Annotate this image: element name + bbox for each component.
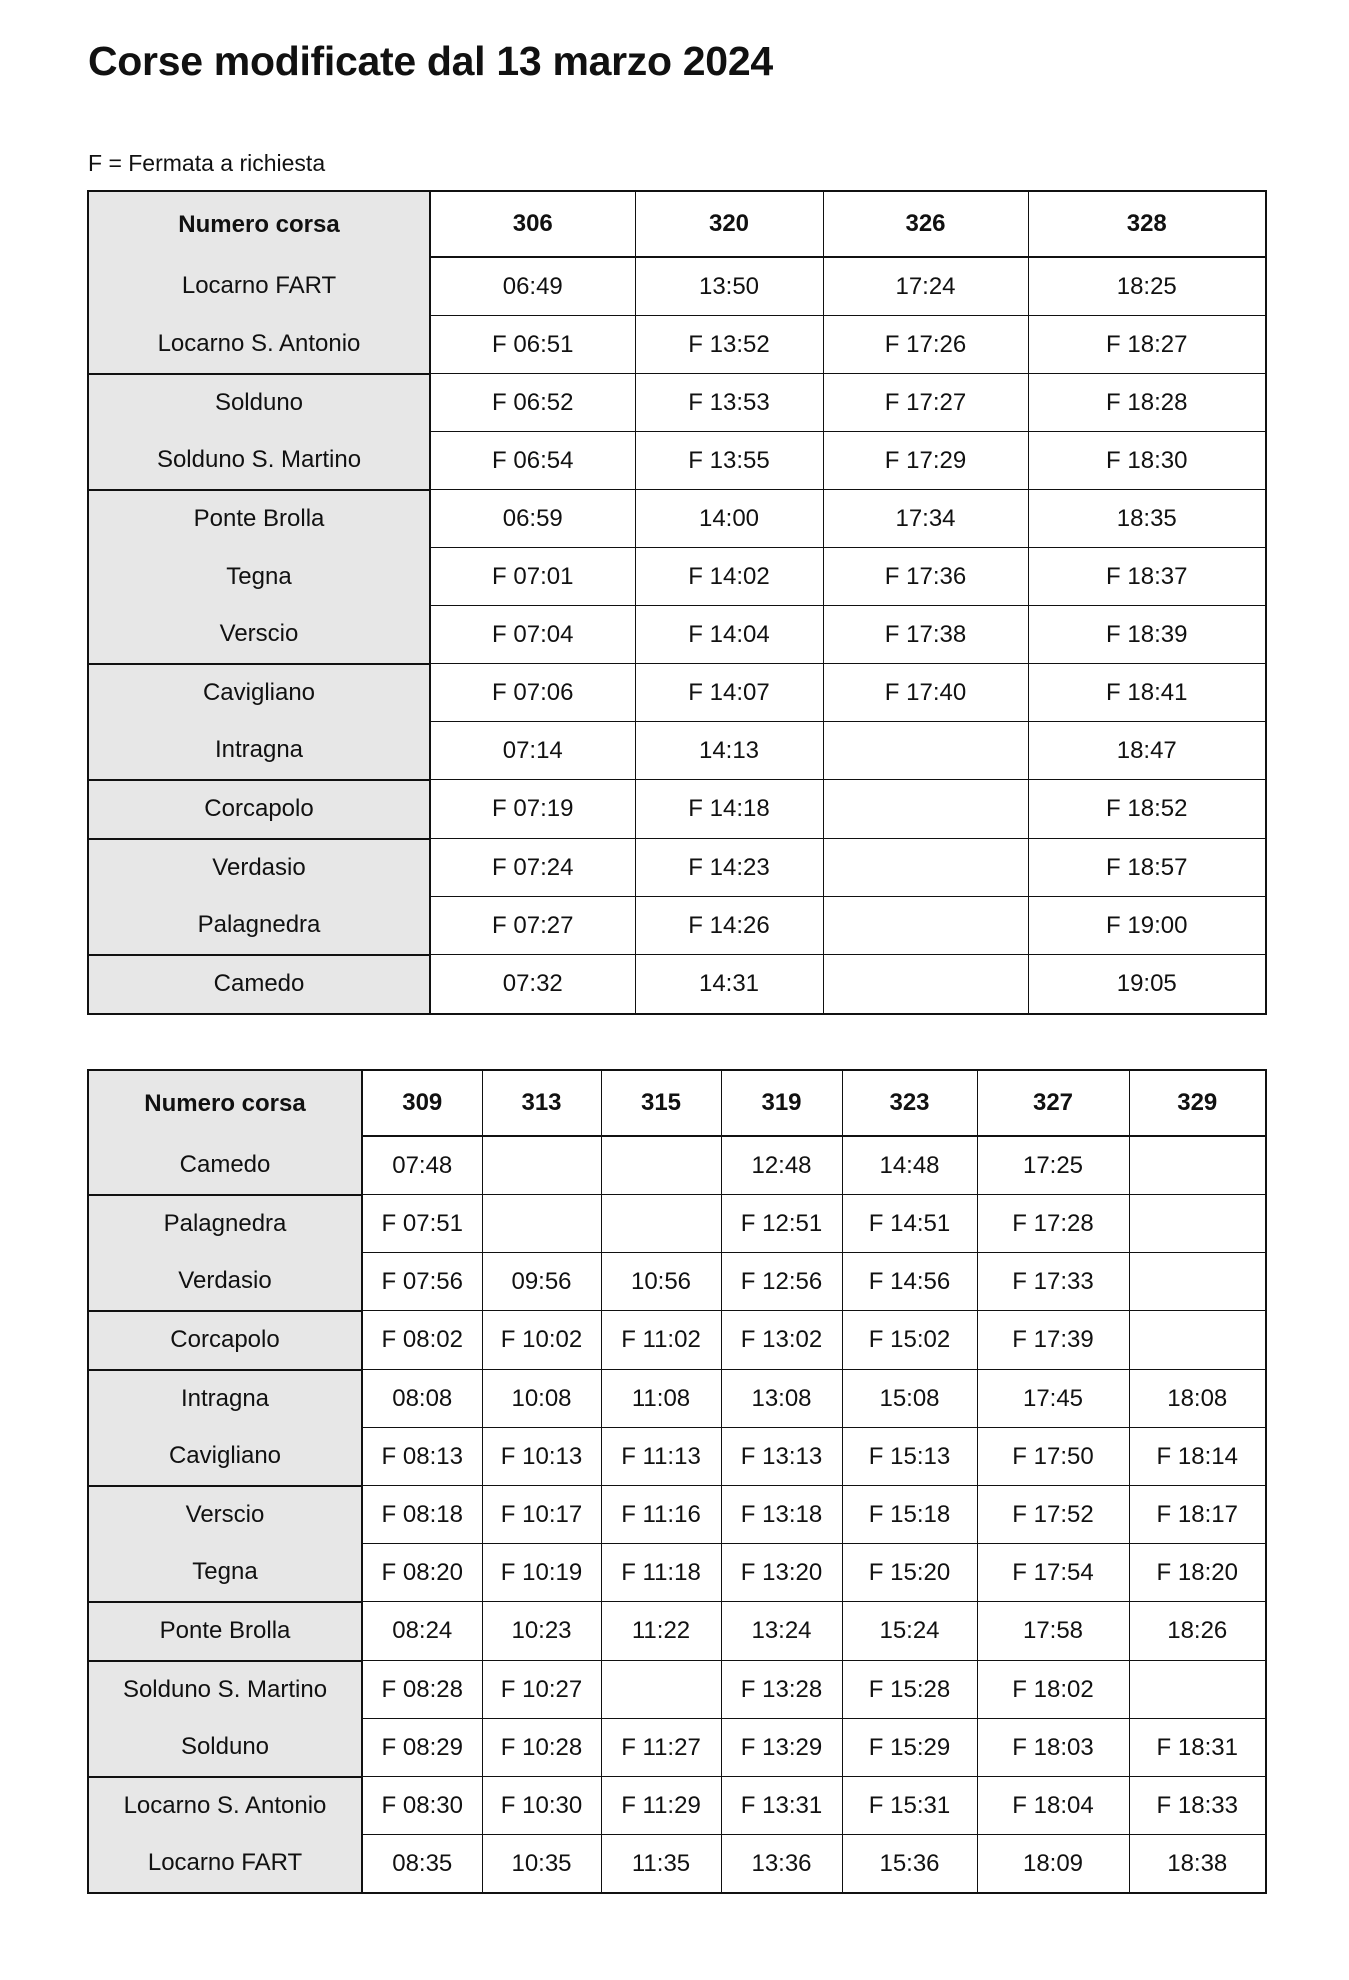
departure-time: F 10:30 bbox=[482, 1777, 601, 1835]
departure-time: F 14:51 bbox=[842, 1195, 977, 1253]
table-row bbox=[88, 1370, 1266, 1428]
run-number: 306 bbox=[430, 191, 635, 257]
table-row bbox=[88, 606, 1266, 664]
departure-time: F 11:13 bbox=[601, 1428, 721, 1486]
table-row bbox=[88, 897, 1266, 955]
departure-time: 11:08 bbox=[601, 1370, 721, 1428]
table-row bbox=[88, 257, 1266, 316]
stop-name: Solduno S. Martino bbox=[88, 1661, 362, 1719]
departure-time: 15:36 bbox=[842, 1835, 977, 1894]
table-row bbox=[88, 839, 1266, 897]
departure-time: F 18:27 bbox=[1028, 316, 1266, 374]
table-row bbox=[88, 1311, 1266, 1370]
departure-time: F 18:30 bbox=[1028, 432, 1266, 490]
departure-time: F 18:39 bbox=[1028, 606, 1266, 664]
page-title: Corse modificate dal 13 marzo 2024 bbox=[88, 38, 773, 84]
departure-time: 06:59 bbox=[430, 490, 635, 548]
departure-time: 18:26 bbox=[1129, 1602, 1266, 1661]
departure-time: F 18:41 bbox=[1028, 664, 1266, 722]
table-row bbox=[88, 374, 1266, 432]
departure-time: F 17:38 bbox=[823, 606, 1028, 664]
departure-time: F 15:18 bbox=[842, 1486, 977, 1544]
departure-time: F 13:13 bbox=[721, 1428, 842, 1486]
departure-time bbox=[823, 897, 1028, 955]
departure-time: F 17:40 bbox=[823, 664, 1028, 722]
departure-time: F 15:28 bbox=[842, 1661, 977, 1719]
departure-time: F 14:23 bbox=[635, 839, 823, 897]
departure-time: F 17:54 bbox=[977, 1544, 1129, 1602]
departure-time: F 13:52 bbox=[635, 316, 823, 374]
departure-time: F 12:56 bbox=[721, 1253, 842, 1311]
stop-name: Locarno FART bbox=[88, 1835, 362, 1894]
departure-time: F 18:03 bbox=[977, 1719, 1129, 1777]
departure-time: 14:48 bbox=[842, 1136, 977, 1195]
table-row bbox=[88, 1544, 1266, 1602]
departure-time: F 13:18 bbox=[721, 1486, 842, 1544]
legend-note: F = Fermata a richiesta bbox=[88, 150, 326, 176]
departure-time: F 19:00 bbox=[1028, 897, 1266, 955]
departure-time: 18:09 bbox=[977, 1835, 1129, 1894]
departure-time: F 15:20 bbox=[842, 1544, 977, 1602]
departure-time: F 15:13 bbox=[842, 1428, 977, 1486]
departure-time: F 18:57 bbox=[1028, 839, 1266, 897]
departure-time: F 13:31 bbox=[721, 1777, 842, 1835]
departure-time: 17:58 bbox=[977, 1602, 1129, 1661]
departure-time: F 07:04 bbox=[430, 606, 635, 664]
departure-time bbox=[823, 955, 1028, 1014]
table-row bbox=[88, 490, 1266, 548]
stop-name: Locarno FART bbox=[88, 257, 430, 316]
stop-name: Tegna bbox=[88, 548, 430, 606]
departure-time: 07:32 bbox=[430, 955, 635, 1014]
departure-time: F 07:01 bbox=[430, 548, 635, 606]
header-label: Numero corsa bbox=[88, 191, 430, 257]
departure-time: 19:05 bbox=[1028, 955, 1266, 1014]
departure-time: F 10:13 bbox=[482, 1428, 601, 1486]
stop-name: Intragna bbox=[88, 1370, 362, 1428]
departure-time: 12:48 bbox=[721, 1136, 842, 1195]
header-row bbox=[88, 191, 1266, 257]
departure-time: F 14:26 bbox=[635, 897, 823, 955]
departure-time: 06:49 bbox=[430, 257, 635, 316]
stop-name: Ponte Brolla bbox=[88, 1602, 362, 1661]
departure-time: 13:08 bbox=[721, 1370, 842, 1428]
table-row bbox=[88, 1195, 1266, 1253]
departure-time: 11:35 bbox=[601, 1835, 721, 1894]
run-number: 313 bbox=[482, 1070, 601, 1136]
departure-time: 10:35 bbox=[482, 1835, 601, 1894]
departure-time: F 07:24 bbox=[430, 839, 635, 897]
departure-time: F 06:51 bbox=[430, 316, 635, 374]
departure-time: 09:56 bbox=[482, 1253, 601, 1311]
departure-time: F 10:27 bbox=[482, 1661, 601, 1719]
departure-time bbox=[1129, 1136, 1266, 1195]
departure-time: F 14:18 bbox=[635, 780, 823, 839]
departure-time: F 10:28 bbox=[482, 1719, 601, 1777]
departure-time: 13:50 bbox=[635, 257, 823, 316]
departure-time: F 10:17 bbox=[482, 1486, 601, 1544]
departure-time: F 15:31 bbox=[842, 1777, 977, 1835]
departure-time: F 08:02 bbox=[362, 1311, 482, 1370]
departure-time: F 08:20 bbox=[362, 1544, 482, 1602]
departure-time bbox=[1129, 1661, 1266, 1719]
departure-time: F 07:27 bbox=[430, 897, 635, 955]
run-number: 326 bbox=[823, 191, 1028, 257]
departure-time: 15:08 bbox=[842, 1370, 977, 1428]
departure-time: 18:08 bbox=[1129, 1370, 1266, 1428]
stop-name: Solduno bbox=[88, 1719, 362, 1777]
departure-time: F 17:39 bbox=[977, 1311, 1129, 1370]
departure-time: 10:08 bbox=[482, 1370, 601, 1428]
departure-time: F 18:17 bbox=[1129, 1486, 1266, 1544]
stop-name: Tegna bbox=[88, 1544, 362, 1602]
departure-time: F 11:27 bbox=[601, 1719, 721, 1777]
departure-time: 08:08 bbox=[362, 1370, 482, 1428]
table-row bbox=[88, 955, 1266, 1014]
departure-time bbox=[1129, 1253, 1266, 1311]
table-row bbox=[88, 1486, 1266, 1544]
departure-time: F 11:29 bbox=[601, 1777, 721, 1835]
stop-name: Camedo bbox=[88, 955, 430, 1014]
departure-time: 10:56 bbox=[601, 1253, 721, 1311]
departure-time: F 13:20 bbox=[721, 1544, 842, 1602]
table-row bbox=[88, 432, 1266, 490]
table-row bbox=[88, 316, 1266, 374]
departure-time: F 17:52 bbox=[977, 1486, 1129, 1544]
departure-time: F 08:18 bbox=[362, 1486, 482, 1544]
stop-name: Verscio bbox=[88, 606, 430, 664]
departure-time: F 11:16 bbox=[601, 1486, 721, 1544]
departure-time bbox=[601, 1195, 721, 1253]
departure-time: 17:24 bbox=[823, 257, 1028, 316]
departure-time: F 15:29 bbox=[842, 1719, 977, 1777]
table-row bbox=[88, 1428, 1266, 1486]
run-number: 328 bbox=[1028, 191, 1266, 257]
departure-time: 13:24 bbox=[721, 1602, 842, 1661]
run-number: 319 bbox=[721, 1070, 842, 1136]
stop-name: Cavigliano bbox=[88, 1428, 362, 1486]
stop-name: Locarno S. Antonio bbox=[88, 1777, 362, 1835]
run-number: 327 bbox=[977, 1070, 1129, 1136]
departure-time: 18:38 bbox=[1129, 1835, 1266, 1894]
departure-time: F 07:06 bbox=[430, 664, 635, 722]
stop-name: Solduno bbox=[88, 374, 430, 432]
departure-time: F 14:02 bbox=[635, 548, 823, 606]
departure-time: F 13:02 bbox=[721, 1311, 842, 1370]
departure-time: 10:23 bbox=[482, 1602, 601, 1661]
departure-time: F 17:29 bbox=[823, 432, 1028, 490]
departure-time bbox=[482, 1195, 601, 1253]
departure-time: 18:25 bbox=[1028, 257, 1266, 316]
timetable-2 bbox=[87, 1069, 1267, 1894]
departure-time: 15:24 bbox=[842, 1602, 977, 1661]
run-number: 315 bbox=[601, 1070, 721, 1136]
departure-time: F 13:29 bbox=[721, 1719, 842, 1777]
table-row bbox=[88, 722, 1266, 780]
departure-time: F 10:02 bbox=[482, 1311, 601, 1370]
stop-name: Corcapolo bbox=[88, 780, 430, 839]
departure-time bbox=[823, 839, 1028, 897]
departure-time: 17:45 bbox=[977, 1370, 1129, 1428]
run-number: 320 bbox=[635, 191, 823, 257]
table-row bbox=[88, 1719, 1266, 1777]
departure-time: 14:31 bbox=[635, 955, 823, 1014]
departure-time: F 07:19 bbox=[430, 780, 635, 839]
stop-name: Verscio bbox=[88, 1486, 362, 1544]
departure-time: F 18:37 bbox=[1028, 548, 1266, 606]
departure-time: F 13:55 bbox=[635, 432, 823, 490]
stop-name: Palagnedra bbox=[88, 1195, 362, 1253]
departure-time: F 12:51 bbox=[721, 1195, 842, 1253]
table-row bbox=[88, 1602, 1266, 1661]
table-row bbox=[88, 1661, 1266, 1719]
departure-time: 17:34 bbox=[823, 490, 1028, 548]
departure-time: F 17:50 bbox=[977, 1428, 1129, 1486]
departure-time: F 17:33 bbox=[977, 1253, 1129, 1311]
stop-name: Cavigliano bbox=[88, 664, 430, 722]
departure-time: F 06:52 bbox=[430, 374, 635, 432]
run-number: 309 bbox=[362, 1070, 482, 1136]
departure-time: F 11:18 bbox=[601, 1544, 721, 1602]
departure-time bbox=[1129, 1311, 1266, 1370]
departure-time: 07:48 bbox=[362, 1136, 482, 1195]
run-number: 323 bbox=[842, 1070, 977, 1136]
departure-time: F 10:19 bbox=[482, 1544, 601, 1602]
stop-name: Verdasio bbox=[88, 1253, 362, 1311]
departure-time: F 14:04 bbox=[635, 606, 823, 664]
departure-time: F 15:02 bbox=[842, 1311, 977, 1370]
departure-time: F 17:26 bbox=[823, 316, 1028, 374]
departure-time: 17:25 bbox=[977, 1136, 1129, 1195]
departure-time: F 06:54 bbox=[430, 432, 635, 490]
departure-time: F 13:28 bbox=[721, 1661, 842, 1719]
run-number: 329 bbox=[1129, 1070, 1266, 1136]
departure-time: F 18:04 bbox=[977, 1777, 1129, 1835]
departure-time: F 13:53 bbox=[635, 374, 823, 432]
header-row bbox=[88, 1070, 1266, 1136]
departure-time: 11:22 bbox=[601, 1602, 721, 1661]
departure-time: F 08:28 bbox=[362, 1661, 482, 1719]
header-label: Numero corsa bbox=[88, 1070, 362, 1136]
departure-time: F 18:20 bbox=[1129, 1544, 1266, 1602]
departure-time: F 08:13 bbox=[362, 1428, 482, 1486]
departure-time: 18:35 bbox=[1028, 490, 1266, 548]
stop-name: Corcapolo bbox=[88, 1311, 362, 1370]
departure-time: F 08:29 bbox=[362, 1719, 482, 1777]
stop-name: Palagnedra bbox=[88, 897, 430, 955]
stop-name: Solduno S. Martino bbox=[88, 432, 430, 490]
departure-time: F 18:14 bbox=[1129, 1428, 1266, 1486]
departure-time: F 18:31 bbox=[1129, 1719, 1266, 1777]
table-row bbox=[88, 1253, 1266, 1311]
departure-time: F 18:28 bbox=[1028, 374, 1266, 432]
stop-name: Verdasio bbox=[88, 839, 430, 897]
departure-time bbox=[601, 1136, 721, 1195]
departure-time: F 08:30 bbox=[362, 1777, 482, 1835]
table-row bbox=[88, 548, 1266, 606]
table-row bbox=[88, 1835, 1266, 1894]
table-row bbox=[88, 780, 1266, 839]
departure-time: 14:00 bbox=[635, 490, 823, 548]
departure-time: F 18:33 bbox=[1129, 1777, 1266, 1835]
departure-time: F 17:27 bbox=[823, 374, 1028, 432]
departure-time: F 07:56 bbox=[362, 1253, 482, 1311]
departure-time: 08:24 bbox=[362, 1602, 482, 1661]
timetable-1 bbox=[87, 190, 1267, 1015]
departure-time bbox=[823, 780, 1028, 839]
departure-time bbox=[482, 1136, 601, 1195]
departure-time: F 14:07 bbox=[635, 664, 823, 722]
stop-name: Ponte Brolla bbox=[88, 490, 430, 548]
table-row bbox=[88, 1777, 1266, 1835]
stop-name: Intragna bbox=[88, 722, 430, 780]
departure-time: F 11:02 bbox=[601, 1311, 721, 1370]
departure-time bbox=[1129, 1195, 1266, 1253]
departure-time: 07:14 bbox=[430, 722, 635, 780]
departure-time bbox=[601, 1661, 721, 1719]
departure-time bbox=[823, 722, 1028, 780]
table-row bbox=[88, 664, 1266, 722]
departure-time: F 18:02 bbox=[977, 1661, 1129, 1719]
table-row bbox=[88, 1136, 1266, 1195]
departure-time: F 17:36 bbox=[823, 548, 1028, 606]
departure-time: F 07:51 bbox=[362, 1195, 482, 1253]
departure-time: 14:13 bbox=[635, 722, 823, 780]
departure-time: F 14:56 bbox=[842, 1253, 977, 1311]
departure-time: F 17:28 bbox=[977, 1195, 1129, 1253]
departure-time: F 18:52 bbox=[1028, 780, 1266, 839]
stop-name: Locarno S. Antonio bbox=[88, 316, 430, 374]
departure-time: 18:47 bbox=[1028, 722, 1266, 780]
stop-name: Camedo bbox=[88, 1136, 362, 1195]
departure-time: 13:36 bbox=[721, 1835, 842, 1894]
departure-time: 08:35 bbox=[362, 1835, 482, 1894]
